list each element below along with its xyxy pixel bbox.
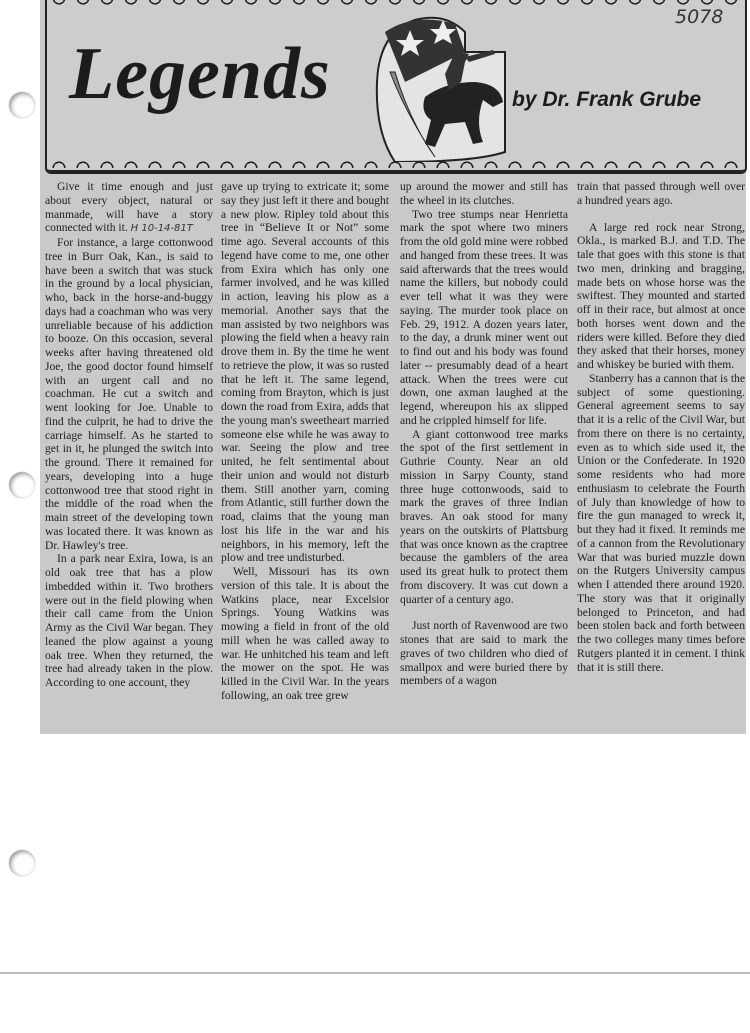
paragraph — [45, 180, 213, 236]
handwritten-annotation: H 10-14-81T — [130, 223, 193, 235]
paragraph: gave up trying to extricate it; some say they just left it there and bought a new plow. Ripley told about this tree in “Believe It or Not” some time ago. Several accounts of this legend have come to me, one other from Exira which has only one farmer involved, and he was killed in action, leaving his plow as a memorial. Another says that the man assisted by two neighbors was plowing the field when a heavy rain drove them in. By the time he went to retrieve the plow, it was so rusted that he left it. The same legend, coming from Brayton, which is just down the road from Exira, adds that the young man's sweetheart married someone else while he was away to war. Seeing the plow and tree united, he felt sentimental about their union and would not disturb them. Still another yarn, coming from Atlantic, still further down the road, claims that the young man lost his life in the war and his neighbors, in his memory, left the plow and tree undisturbed. — [221, 180, 389, 565]
article-column-4 — [577, 180, 745, 674]
paragraph: For instance, a large cottonwood tree in Burr Oak, Kan., is said to have been a switch that was stuck in the ground by a local physician, who, back in the horse-and-buggy days had a coachman who was very unreliable because of his addiction to booze. On this occasion, several weeks after having threatened old Joe, the good doctor found himself with an urgent call and no coachman. He cut a switch and went looking for Joe. Unable to find the culprit, he had to drive the carriage himself. As he started to get in it, he plunged the switch into the ground. There it remained for years, developing into a huge cottonwood tree that stood right in the middle of the road when the main street of the developing town was located there. It was known as Dr. Hawley's tree. — [45, 236, 213, 552]
paragraph: up around the mower and still has the wheel in its clutches. — [400, 180, 568, 207]
byline: by Dr. Frank Grube — [512, 88, 702, 111]
paragraph: Two tree stumps near Henrietta mark the spot where two miners from the old gold mine were robbed and hanged from these trees. It was said afterwards that the trees would name the killers, but nobody could ever tell what it was they were saying. The murder took place on Feb. 29, 1912. A dozen years later, to the day, a drunk miner went out to find out and his body was found later -- presumably dead of a heart attack. When the trees were cut down, one axman laughed at the legend, whereupon his ax slipped and he crippled himself for life. — [400, 207, 568, 427]
paragraph: train that passed through well over a hundred years ago. — [577, 180, 745, 207]
paragraph: A giant cottonwood tree marks the spot of the first settlement in Guthrie County. Near an old mission in Sarpy County, stand three huge cottonwoods, said to mark the graves of three Indian braves. An oak stood for many years on the outskirts of Plattsburg that was once known as the craptree because the gamblers of the area used its great hulk to protect them from discovery. It was cut down a quarter of a century ago. — [400, 427, 568, 606]
paragraph-text: Give it time enough and just about every object, natural or manmade, will have a story connected with it. — [45, 180, 213, 235]
page-edge — [0, 972, 750, 974]
paragraph: Well, Missouri has its own version of this tale. It is about the Watkins place, near Excelsior Springs. Young Watkins was mowing a field in front of the old mill when he was called away to war. He unhitched his team and left the mower on the spot. He was killed in the Civil War. In the years following, an oak tree grew — [221, 565, 389, 702]
punch-hole — [9, 92, 35, 118]
rider-illustration-icon — [365, 12, 515, 162]
column-header — [45, 0, 747, 174]
paragraph: In a park near Exira, Iowa, is an old oak tree that has a plow imbedded within it. Two brothers were out in the field plowing when their call came from the Union Army as the Civil War began. They leaned the plow against a young oak tree. When they returned, the tree had already taken in the plow. According to one account, they — [45, 552, 213, 689]
punch-hole — [9, 850, 35, 876]
punch-hole — [9, 472, 35, 498]
handwritten-number: 5078 — [675, 6, 724, 28]
paragraph: A large red rock near Strong, Okla., is marked B.J. and T.D. The tale that goes with this stone is that two men, drinking and bragging, made bets on whose horse was the swiftest. They mounted and started off in their race, but almost at once both horses went down and the riders were killed. Before they died they asked that their horses, money and whiskey be buried with them. — [577, 220, 745, 371]
paragraph: Stanberry has a cannon that is the subject of some questioning. General agreement seems to say that it is a relic of the Civil War, but from there on there is no certainty, even as to which side used it, the Union or the Confederate. In 1920 some residents who had more enthusiasm to celebrate the Fourth of July than knowledge of how to fire the gun managed to wreck it, but they had it fixed. It reminds me of a cannon from the Revolutionary War that was buried muzzle down on the Rutgers University campus when I attended there around 1920. The story was that it originally belonged to Princeton, and had been stolen back and forth between the two colleges many times before Rutgers planted it in cement. I think that it is still there. — [577, 371, 745, 674]
decorative-border — [47, 0, 745, 6]
article-column-3 — [400, 180, 568, 688]
paragraph: Just north of Ravenwood are two stones that are said to mark the graves of two children who died of smallpox and were buried there by members of a wagon — [400, 619, 568, 688]
column-title: Legends — [69, 33, 331, 115]
article-column-2 — [221, 180, 389, 703]
article-column-1 — [45, 180, 213, 690]
